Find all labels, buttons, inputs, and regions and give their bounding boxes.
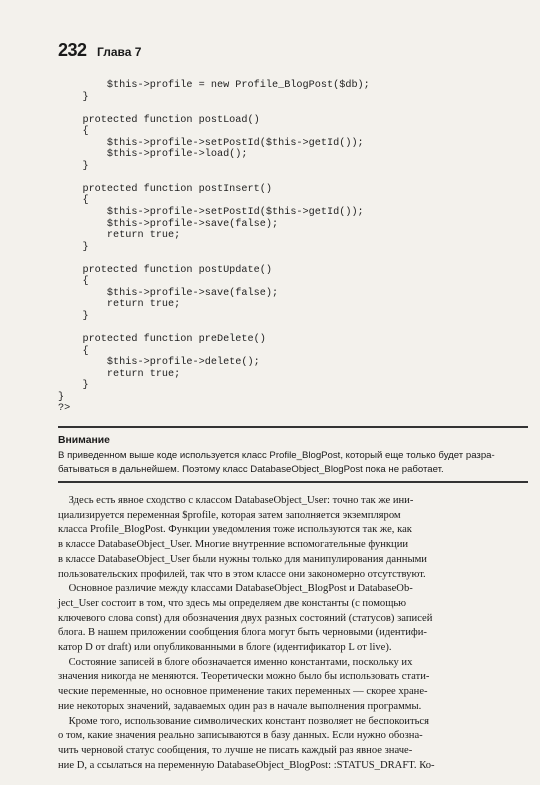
paragraph-line: Основное различие между классами DatabaseObject_BlogPost и DatabaseOb- [58,583,413,595]
code-line: } [58,91,89,103]
note-line: батываться в дальнейшем. Поэтому класс DatabaseObject_BlogPost пока не работает. [58,463,444,475]
code-line: { [58,345,89,357]
page-number: 232 [58,40,87,60]
paragraph-line: значения никогда не меняются. Теоретически можно было бы использовать стати- [58,671,430,683]
code-line: } [58,391,65,403]
warning-note [58,426,528,483]
code-line: $this->profile->save(false); [58,218,279,230]
paragraph-line: ческие переменные, но основное применение таких переменных — скорее хране- [58,686,428,698]
paragraph-line: Состояние записей в блоге обозначается именно константами, поскольку их [58,656,413,668]
code-line: } [58,241,89,253]
paragraph-line: пользовательских профилей, так что в этом классе они закономерно отсутствуют. [58,568,426,580]
paragraph-line: блога. В нашем приложении сообщения блога могут быть черновыми (идентифи- [58,627,427,639]
paragraph-line: в классе DatabaseObject_User. Многие внутренние вспомогательные функции [58,539,409,551]
code-line: $this->profile->delete(); [58,357,260,369]
code-line: $this->profile = new Profile_BlogPost($db); [58,80,370,91]
code-line: } [58,310,89,322]
paragraph-line: в классе DatabaseObject_User были нужны только для манипулирования данными [58,553,427,565]
code-line: $this->profile->save(false); [58,287,279,299]
code-line: return true; [58,299,181,311]
code-line: { [58,195,89,207]
code-line: protected function postUpdate() [58,264,272,276]
paragraph-line: о том, какие значения реально записываются в базу данных. Если нужно обозна- [58,730,423,742]
paragraph-line: класса Profile_BlogPost. Функции уведомления тоже используются так же, как [58,524,412,536]
code-line: } [58,160,89,172]
code-line: protected function postLoad() [58,114,260,126]
code-line: protected function postInsert() [58,183,272,195]
chapter-title: Глава 7 [97,45,142,59]
paragraph-line: ject_User состоит в том, что здесь мы определяем две константы (с помощью [58,597,407,609]
paragraph-line: ключевого слова const) для обозначения двух разных состояний (статусов) записей [58,612,433,624]
code-listing [58,80,370,415]
paragraph-line: Кроме того, использование символических констант позволяет не беспокоиться [58,715,430,727]
code-line: return true; [58,230,181,242]
paragraph-line: ние D, а ссылаться на переменную DatabaseObject_BlogPost: :STATUS_DRAFT. Ко- [58,759,435,771]
body-text [58,494,528,773]
paragraph-line: циализируется переменная $profile, которая затем заполняется экземпляром [58,509,401,521]
paragraph-line: чить черновой статус сообщения, то лучше не писать каждый раз явное значе- [58,744,413,756]
code-line: { [58,276,89,288]
code-line: $this->profile->setPostId($this->getId()); [58,207,364,219]
code-line: $this->profile->load(); [58,149,248,161]
code-line: $this->profile->setPostId($this->getId()); [58,137,364,149]
note-title: Внимание [58,435,110,446]
code-line: { [58,126,89,138]
paragraph-line: Здесь есть явное сходство с классом DatabaseObject_User: точно так же ини- [58,495,414,506]
page-header [58,40,141,61]
code-line: protected function preDelete() [58,334,266,346]
code-line: ?> [58,403,71,415]
paragraph-line: ние некоторых значений, задаваемых один раз в начале выполнения программы. [58,700,422,712]
code-line: } [58,380,89,392]
code-line: return true; [58,368,181,380]
paragraph-line: катор D от draft) или опубликованными в блоге (идентификатор L от live). [58,642,392,654]
note-line: В приведенном выше коде используется класс Profile_BlogPost, который еще только будет разра- [58,450,495,462]
